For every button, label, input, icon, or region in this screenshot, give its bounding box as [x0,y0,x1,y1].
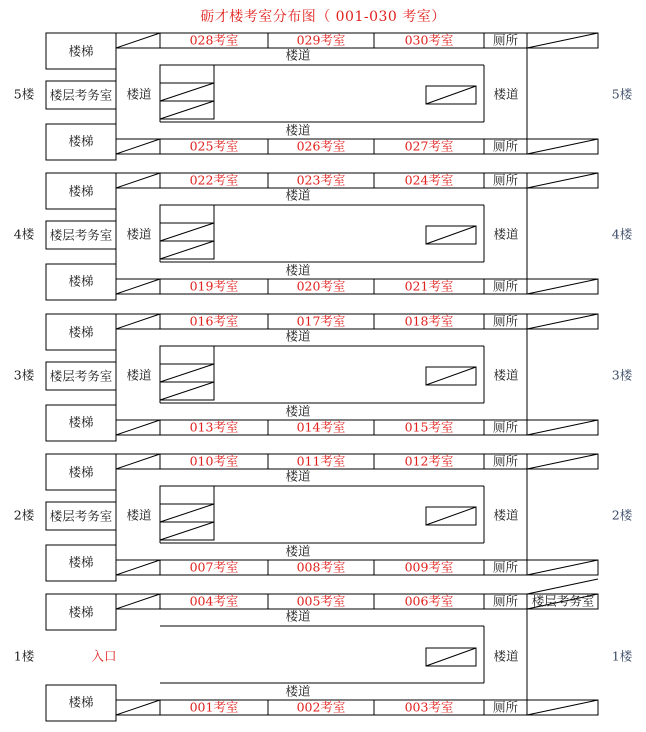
stair-hatch [160,382,214,400]
corridor-label: 楼道 [126,507,152,523]
floor-label-left: 5楼 [13,86,35,102]
room-label: 012考室 [404,453,454,469]
stairs-label: 楼梯 [68,324,94,340]
corridor-label: 楼道 [285,187,311,203]
room-label: 011考室 [296,453,346,469]
top-room-strip [116,594,598,609]
stairs-label: 楼梯 [68,183,94,199]
stair-hatch [160,364,214,382]
stair-hatch [426,507,476,525]
room-label: 026考室 [296,138,346,154]
stair-hatch [116,560,160,575]
room-label: 020考室 [296,278,346,294]
office-label: 楼层考务室 [49,508,113,524]
stair-hatch [116,173,160,188]
stair-hatch [426,86,476,104]
toilet-hatch [527,33,598,48]
room-label: 028考室 [189,32,239,48]
floor-label-right: 5楼 [611,86,633,102]
office-label: 楼层考务室 [49,368,113,384]
toilet-label: 厕所 [492,138,519,154]
stair-hatch [426,226,476,244]
top-room-strip [116,454,598,469]
corridor-label: 楼道 [285,403,311,419]
floor-label-left: 2楼 [13,507,35,523]
room-label: 005考室 [296,593,346,609]
bottom-room-strip [116,139,598,154]
stairs-label: 楼梯 [68,273,94,289]
room-label: 004考室 [189,593,239,609]
floor-label-right: 3楼 [611,367,633,383]
top-room-strip [116,314,598,329]
stair-hatch [116,314,160,329]
stair-hatch [160,241,214,259]
toilet-label: 厕所 [492,699,519,715]
room-label: 008考室 [296,559,346,575]
stair-hatch [116,700,160,715]
stair-hatch [160,83,214,101]
floor-label-left: 3楼 [13,367,35,383]
stairs-label: 楼梯 [68,554,94,570]
room-label: 022考室 [189,172,239,188]
stair-hatch [160,522,214,540]
stairs-label: 楼梯 [68,43,94,59]
stairs-label: 楼梯 [68,133,94,149]
corridor-label: 楼道 [285,122,311,138]
stair-hatch [426,367,476,385]
room-label: 027考室 [404,138,454,154]
stair-hatch [116,420,160,435]
floor-label-right: 4楼 [611,226,633,242]
stairs-label: 楼梯 [68,464,94,480]
stair-hatch [116,33,160,48]
room-label: 002考室 [296,699,346,715]
corridor-label: 楼道 [285,47,311,63]
room-label: 007考室 [189,559,239,575]
corridor-label: 楼道 [493,507,519,523]
toilet-hatch [527,279,598,294]
floor-label-right: 1楼 [611,648,633,664]
floor-label-left: 4楼 [13,226,35,242]
bottom-room-strip [116,420,598,435]
toilet-label: 厕所 [492,593,519,609]
toilet-hatch [527,560,598,575]
stairs-label: 楼梯 [68,414,94,430]
floor-label-right: 2楼 [611,507,633,523]
stair-hatch [116,454,160,469]
toilet-label: 厕所 [492,559,519,575]
toilet-hatch [527,173,598,188]
corridor-label: 楼道 [285,262,311,278]
stairs-label: 楼梯 [68,604,94,620]
room-label: 017考室 [296,313,346,329]
toilet-label: 厕所 [492,313,519,329]
stair-hatch [116,139,160,154]
office-hatch [527,579,598,594]
toilet-hatch [527,139,598,154]
top-room-strip [116,33,598,48]
entrance-label: 入口 [91,648,117,664]
toilet-hatch [527,454,598,469]
stair-hatch [116,279,160,294]
corridor-label: 楼道 [126,367,152,383]
room-label: 019考室 [189,278,239,294]
corridor-label: 楼道 [493,648,519,664]
corridor-label: 楼道 [493,367,519,383]
stair-hatch [160,504,214,522]
toilet-label: 厕所 [492,419,519,435]
stair-hatch [116,594,160,609]
room-label: 024考室 [404,172,454,188]
corridor-label: 楼道 [126,86,152,102]
bottom-room-strip [116,560,598,575]
corridor-label: 楼道 [285,608,311,624]
room-label: 006考室 [404,593,454,609]
room-label: 010考室 [189,453,239,469]
stair-hatch [160,101,214,119]
room-label: 030考室 [404,32,454,48]
toilet-label: 厕所 [492,172,519,188]
stairs-label: 楼梯 [68,694,94,710]
corridor-label: 楼道 [285,328,311,344]
stair-hatch [160,223,214,241]
room-label: 025考室 [189,138,239,154]
corridor-label: 楼道 [493,226,519,242]
toilet-label: 厕所 [492,32,519,48]
room-label: 023考室 [296,172,346,188]
corridor-label: 楼道 [126,226,152,242]
corridor-label: 楼道 [285,468,311,484]
corridor-label: 楼道 [285,683,311,699]
room-label: 013考室 [189,419,239,435]
top-room-strip [116,173,598,188]
room-label: 029考室 [296,32,346,48]
room-label: 015考室 [404,419,454,435]
toilet-hatch [527,420,598,435]
bottom-room-strip [116,700,598,715]
office-label-ground: 楼层考务室 [531,593,595,609]
room-label: 016考室 [189,313,239,329]
room-label: 014考室 [296,419,346,435]
toilet-label: 厕所 [492,278,519,294]
stair-hatch [426,648,476,666]
toilet-hatch [527,700,598,715]
room-label: 018考室 [404,313,454,329]
office-label: 楼层考务室 [49,87,113,103]
room-label: 001考室 [189,699,239,715]
toilet-hatch [527,314,598,329]
room-label: 003考室 [404,699,454,715]
room-label: 021考室 [404,278,454,294]
toilet-label: 厕所 [492,453,519,469]
floor-label-left: 1楼 [13,648,35,664]
office-label: 楼层考务室 [49,227,113,243]
bottom-room-strip [116,279,598,294]
corridor-label: 楼道 [285,543,311,559]
diagram-title: 砺才楼考室分布图（ 001-030 考室） [200,9,446,25]
corridor-label: 楼道 [493,86,519,102]
room-label: 009考室 [404,559,454,575]
